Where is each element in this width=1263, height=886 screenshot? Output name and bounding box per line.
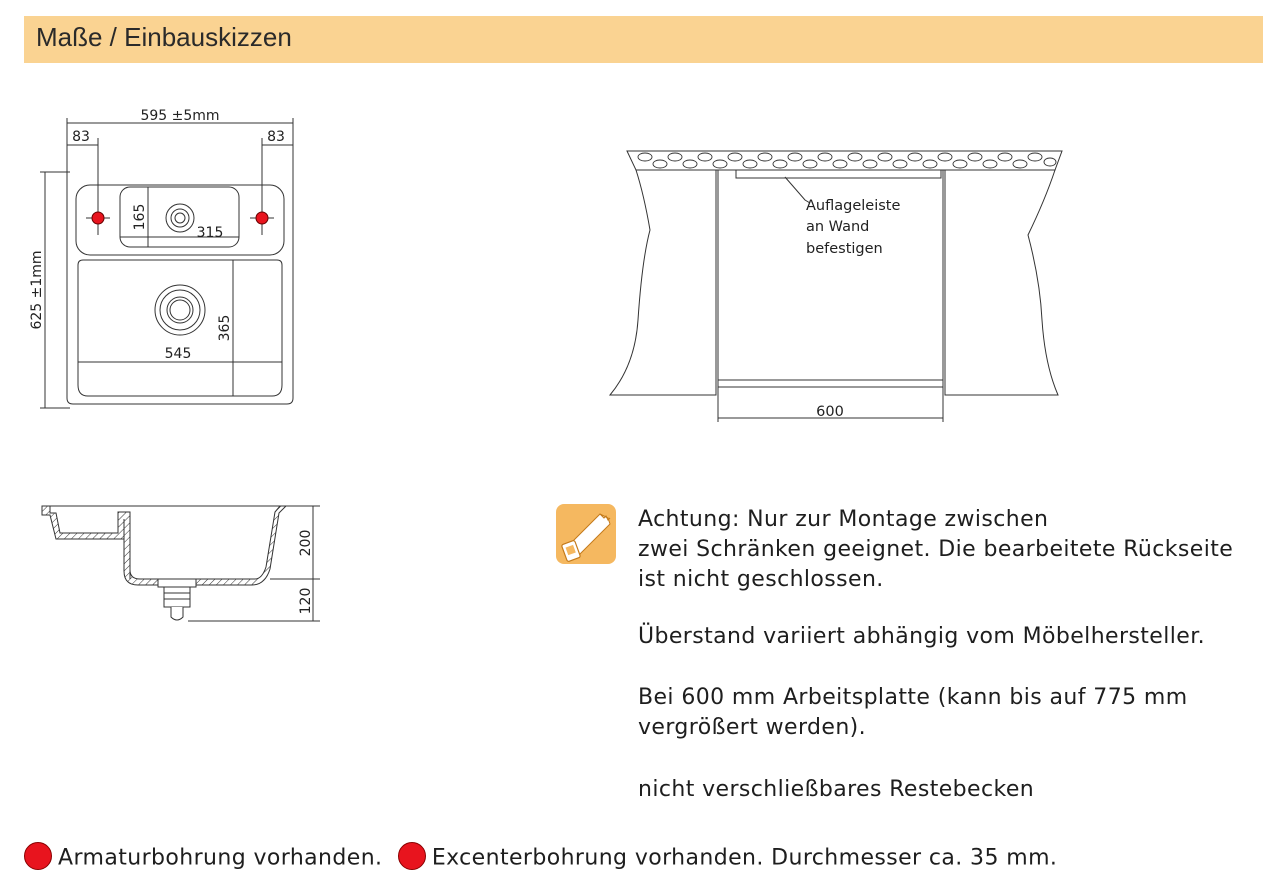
note-line: zwei Schränken geeignet. Die bearbeitete Rückseite <box>638 537 1234 562</box>
callout-line-3: befestigen <box>806 241 883 257</box>
side-view-drawing <box>30 495 330 635</box>
dim-right-offset: 83 <box>267 129 285 145</box>
faucet-hole-marker-right <box>256 212 268 224</box>
legend-faucet-hole: Armaturbohrung vorhanden. <box>58 845 383 871</box>
saw-warning-icon <box>556 504 616 564</box>
note-line: vergrößert werden). <box>638 715 867 740</box>
dim-height: 625 ±1mm <box>29 250 45 330</box>
top-view-drawing <box>20 100 310 420</box>
dim-cabinet-gap: 600 <box>816 404 844 420</box>
dim-main-basin-width: 545 <box>164 346 192 362</box>
red-marker-icon <box>24 842 52 870</box>
note-line: Bei 600 mm Arbeitsplatte (kann bis auf 775 mm <box>638 685 1188 710</box>
section-header <box>24 16 1263 63</box>
dim-small-basin-width: 315 <box>196 225 224 241</box>
dim-drain-height: 120 <box>298 587 314 615</box>
faucet-hole-marker-left <box>92 212 104 224</box>
note-residue-basin: nicht verschließbares Restebecken <box>638 777 1035 802</box>
note-line: ist nicht geschlossen. <box>638 567 884 592</box>
cabinet-installation-drawing <box>600 140 1070 430</box>
dim-small-basin-depth: 165 <box>132 203 148 231</box>
callout-line-2: an Wand <box>806 219 870 235</box>
note-worktop <box>638 683 1188 743</box>
section-title: Maße / Einbauskizzen <box>36 22 292 52</box>
callout-line-1: Auflageleiste <box>806 198 901 214</box>
dim-width: 595 ±5mm <box>140 108 220 124</box>
dim-left-offset: 83 <box>72 129 90 145</box>
note-line: Achtung: Nur zur Montage zwischen <box>638 507 1049 532</box>
dim-main-basin-depth: 365 <box>217 314 233 342</box>
legend <box>24 842 1057 874</box>
note-installation-warning <box>638 505 1233 595</box>
note-overhang: Überstand variiert abhängig vom Möbelhersteller. <box>638 624 1206 649</box>
dim-basin-height: 200 <box>298 529 314 557</box>
red-marker-icon <box>398 842 426 870</box>
legend-eccentric-hole: Excenterbohrung vorhanden. Durchmesser ca. 35 mm. <box>431 845 1058 871</box>
